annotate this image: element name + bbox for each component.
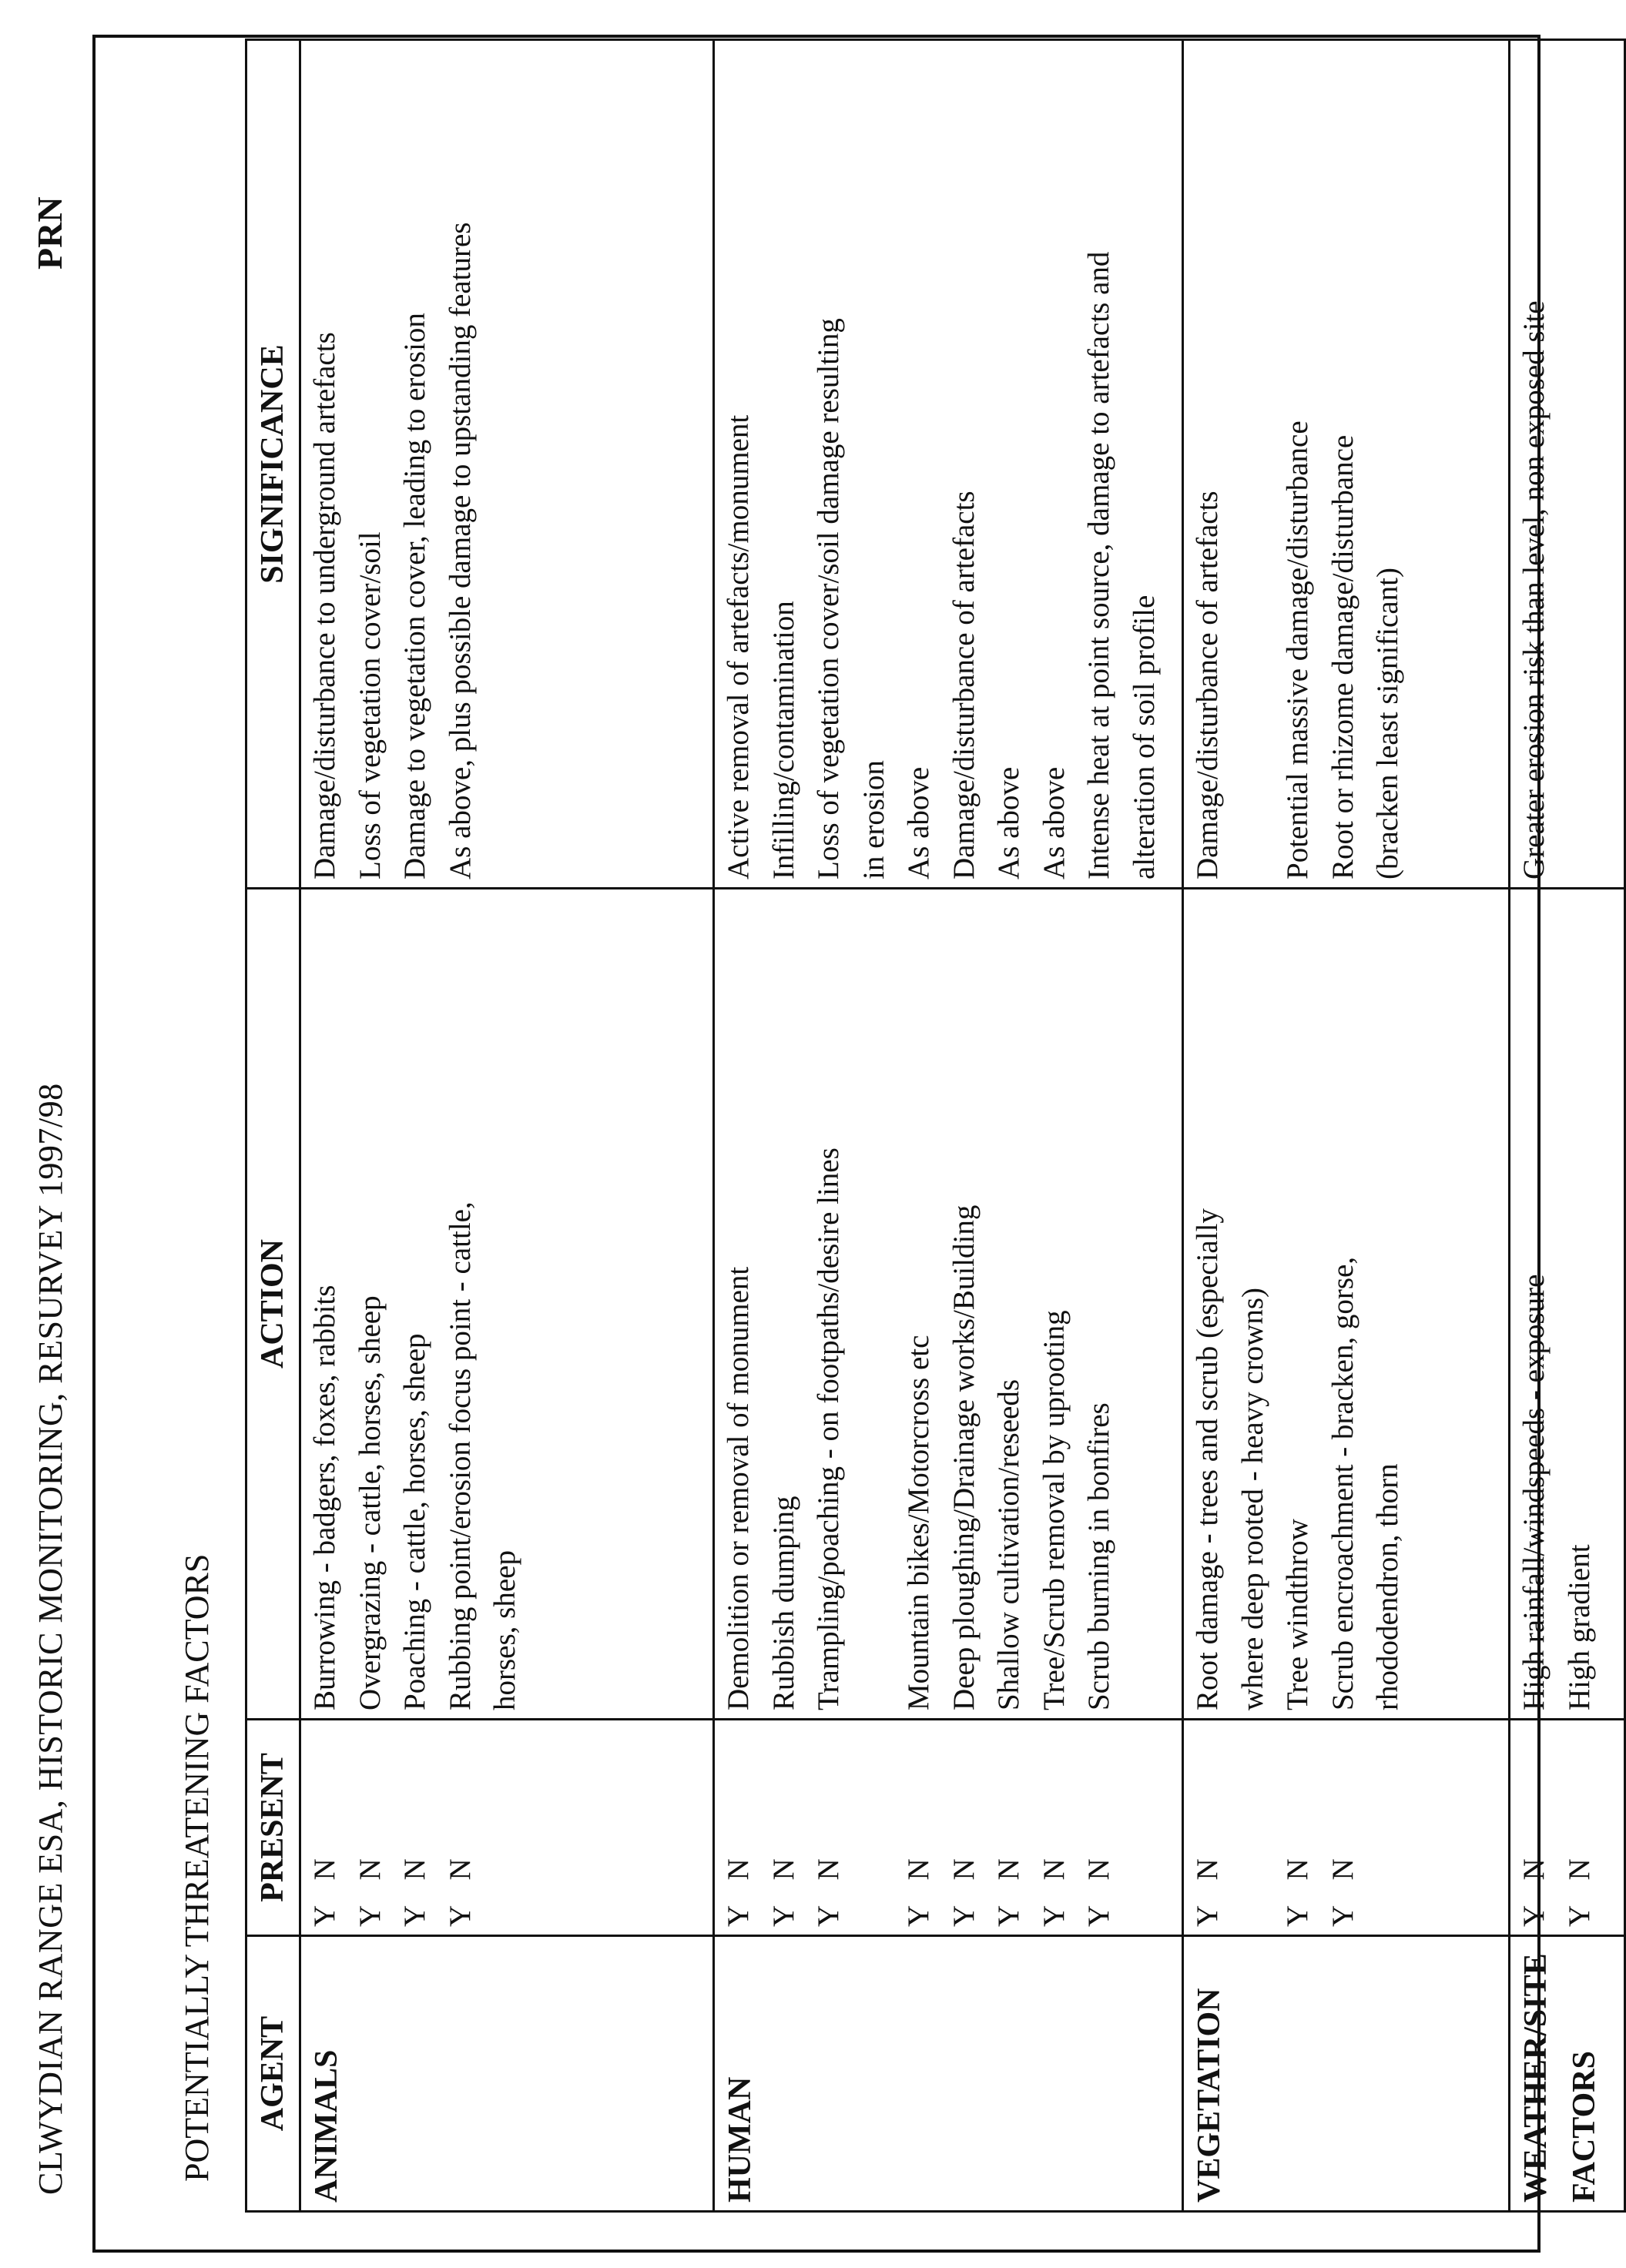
present-line: Y N [1562, 1858, 1596, 1927]
significance-line: Root or rhizome damage/disturbance [1326, 434, 1359, 879]
header-significance: SIGNIFICANCE [246, 40, 300, 889]
action-line: Scrub burning in bonfires [1082, 1402, 1115, 1710]
present-line [852, 1728, 897, 1927]
agent-cell [714, 1936, 1183, 2212]
significance-line: As above [902, 766, 935, 879]
present-line: Y N [308, 1858, 341, 1927]
table-body [300, 40, 1625, 2212]
present-line: Y N [902, 1858, 935, 1927]
agent-line: VEGETATION [1192, 1988, 1227, 2203]
action-line: Deep ploughing/Drainage works/Building [947, 1204, 981, 1710]
present-cell [1183, 1720, 1510, 1936]
present-line: Y N [1191, 1858, 1224, 1927]
action-line: Rubbing point/erosion focus point - cattle, [443, 1201, 477, 1710]
significance-line: alteration of soil profile [1127, 595, 1161, 879]
agent-line: ANIMALS [309, 2049, 344, 2203]
header-agent: AGENT [246, 1936, 300, 2212]
significance-line: Active removal of artefacts/monument [722, 414, 755, 879]
present-line: Y N [1281, 1858, 1314, 1927]
table-header-row [246, 40, 300, 2212]
action-line: horses, sheep [488, 1550, 521, 1710]
significance-line: Loss of vegetation cover/soil damage resulting [812, 318, 845, 879]
present-line: Y N [1037, 1858, 1071, 1927]
action-line: Rubbish dumping [766, 1496, 800, 1710]
action-line: Scrub encroachment - bracken, gorse, [1326, 1256, 1359, 1710]
significance-cell [1183, 40, 1510, 889]
action-line: High rainfall/windspeeds - exposure [1517, 1274, 1551, 1710]
action-line: Burrowing - badgers, foxes, rabbits [308, 1285, 341, 1710]
table-row [1183, 40, 1510, 2212]
present-cell [714, 1720, 1183, 1936]
significance-cell [300, 40, 714, 889]
agent-line: FACTORS [1567, 2051, 1602, 2203]
action-line: Shallow cultivation/reseeds [992, 1379, 1025, 1710]
prn-label: PRN [30, 196, 69, 270]
significance-cell [1510, 40, 1625, 889]
significance-line: Damage to vegetation cover, leading to erosion [398, 313, 431, 879]
present-cell [300, 1720, 714, 1936]
action-line: Root damage - trees and scrub (especially [1191, 1208, 1224, 1710]
agent-cell [300, 1936, 714, 2212]
significance-cell [714, 40, 1183, 889]
significance-line: Greater erosion risk than level, non exposed site [1517, 300, 1551, 879]
significance-line: (bracken least significant) [1371, 568, 1404, 879]
significance-line: As above [992, 766, 1025, 879]
section-title: POTENTIALLY THREATENING FACTORS [178, 1553, 216, 2182]
action-line: Tree/Scrub removal by uprooting [1037, 1310, 1071, 1710]
significance-line: As above [1037, 766, 1071, 879]
action-line: where deep rooted - heavy crowns) [1235, 1287, 1269, 1710]
threatening-factors-table [245, 39, 1626, 2213]
agent-cell [1183, 1936, 1510, 2212]
significance-line: Infilling/contamination [766, 601, 800, 879]
action-line: rhododendron, thorn [1371, 1463, 1404, 1710]
action-line [852, 897, 897, 1710]
present-line: Y N [1082, 1858, 1115, 1927]
present-line: Y N [722, 1858, 755, 1927]
significance-line: Damage/disturbance of artefacts [1191, 491, 1224, 879]
table-row [714, 40, 1183, 2212]
action-line: High gradient [1562, 1544, 1596, 1710]
header-present: PRESENT [246, 1720, 300, 1936]
agent-line: HUMAN [722, 2076, 758, 2203]
present-line: Y N [1326, 1858, 1359, 1927]
present-line: Y N [812, 1858, 845, 1927]
present-line: Y N [766, 1858, 800, 1927]
significance-line: in erosion [857, 760, 890, 879]
action-cell [300, 889, 714, 1720]
action-line: Trampling/poaching - on footpaths/desire lines [812, 1147, 845, 1710]
agent-line: WEATHER/SITE [1518, 1953, 1554, 2203]
action-cell [1183, 889, 1510, 1720]
agent-cell [1510, 1936, 1625, 2212]
significance-line: Potential massive damage/disturbance [1281, 420, 1314, 879]
significance-line: Damage/disturbance to underground artefacts [308, 332, 341, 879]
present-line: Y N [947, 1858, 981, 1927]
action-line: Tree windthrow [1281, 1519, 1314, 1710]
action-line: Overgrazing - cattle, horses, sheep [353, 1295, 387, 1710]
significance-line: As above, plus possible damage to upstanding features [443, 222, 477, 879]
significance-line: Intense heat at point source, damage to artefacts and [1082, 251, 1115, 879]
present-cell [1510, 1720, 1625, 1936]
present-line: Y N [398, 1858, 431, 1927]
significance-line [1231, 49, 1276, 879]
present-line: Y N [443, 1858, 477, 1927]
action-cell [714, 889, 1183, 1720]
present-line [1231, 1728, 1276, 1927]
present-line: Y N [353, 1858, 387, 1927]
action-line: Mountain bikes/Motorcross etc [902, 1335, 935, 1710]
table-row [300, 40, 714, 2212]
significance-line: Damage/disturbance of artefacts [947, 491, 981, 879]
action-cell [1510, 889, 1625, 1720]
action-line: Poaching - cattle, horses, sheep [398, 1333, 431, 1710]
header-action: ACTION [246, 889, 300, 1720]
significance-line: Loss of vegetation cover/soil [353, 531, 387, 879]
action-line: Demolition or removal of monument [722, 1266, 755, 1710]
table-row [1510, 40, 1625, 2212]
present-line: Y N [1517, 1858, 1551, 1927]
document-title: CLWYDIAN RANGE ESA, HISTORIC MONITORING, RESURVEY 1997/98 [32, 1083, 69, 2195]
present-line: Y N [992, 1858, 1025, 1927]
